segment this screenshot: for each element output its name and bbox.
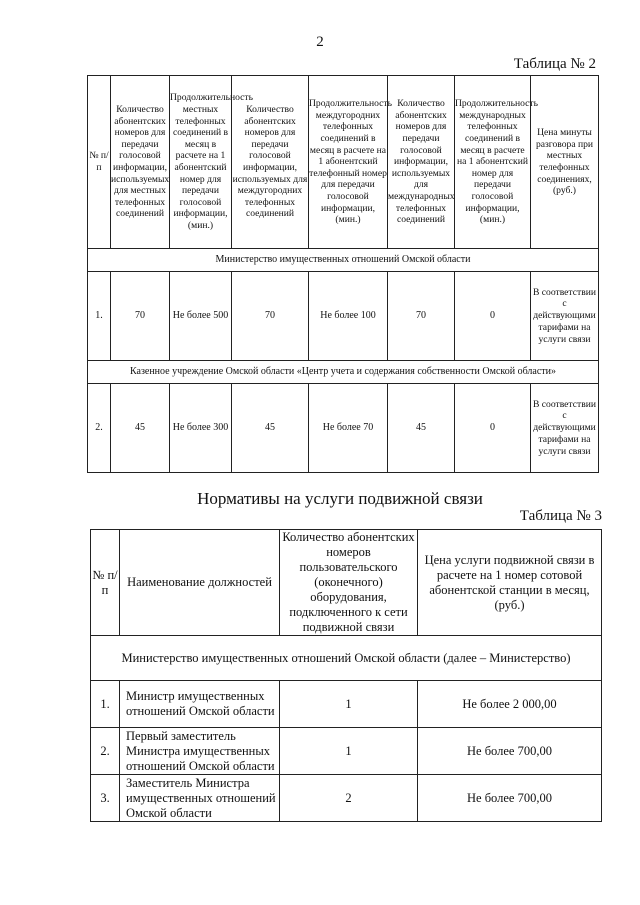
t2-section-title: Министерство имущественных отношений Омской области — [88, 249, 599, 272]
t3-header-position: Наименование должностей — [120, 530, 280, 636]
t3-cell-position: Заместитель Министра имущественных отношений Омской области — [120, 775, 280, 822]
t3-cell-position: Первый заместитель Министра имущественных отношений Омской области — [120, 728, 280, 775]
table3 — [90, 529, 602, 822]
t2-cell: 2. — [88, 384, 111, 473]
t3-header-num: № п/п — [91, 530, 120, 636]
t2-cell: Не более 70 — [309, 384, 388, 473]
t3-cell-price: Не более 700,00 — [418, 775, 602, 822]
t3-cell-num: 3. — [91, 775, 120, 822]
t3-header-count: Количество абонентских номеров пользовательского (оконечного) оборудования, подключенного к сети подвижной связи — [280, 530, 418, 636]
t2-header-price: Цена минуты разговора при местных телефонных соединениях, (руб.) — [531, 76, 599, 249]
table-row — [91, 775, 602, 822]
t3-section-title: Министерство имущественных отношений Омской области (далее – Министерство) — [91, 636, 602, 681]
t3-cell-num: 2. — [91, 728, 120, 775]
t2-section-title: Казенное учреждение Омской области «Центр учета и содержания собственности Омской области» — [88, 361, 599, 384]
t2-cell: 0 — [455, 384, 531, 473]
t3-cell-num: 1. — [91, 681, 120, 728]
t2-cell: Не более 500 — [170, 272, 232, 361]
table-row — [88, 384, 599, 473]
t3-header-price: Цена услуги подвижной связи в расчете на 1 номер сотовой абонентской станции в месяц, (руб.) — [418, 530, 602, 636]
t2-cell: 45 — [111, 384, 170, 473]
t3-cell-price: Не более 700,00 — [418, 728, 602, 775]
table3-section-row — [91, 636, 602, 681]
t2-header-num: № п/п — [88, 76, 111, 249]
t2-cell: 70 — [111, 272, 170, 361]
t2-header-intercity-duration: Продолжительность междугородних телефонных соединений в месяц в расчете на 1 абонентский телефонный номер для передачи голосовой информации, (мин.) — [309, 76, 388, 249]
t2-cell: 1. — [88, 272, 111, 361]
table2-section-row — [88, 361, 599, 384]
table-row — [88, 272, 599, 361]
t3-cell-count: 1 — [280, 681, 418, 728]
t2-cell: Не более 100 — [309, 272, 388, 361]
table3-caption: Таблица № 3 — [519, 508, 602, 524]
t2-cell-price: В соответствии с действующими тарифами на услуги связи — [531, 272, 599, 361]
table2-section-row — [88, 249, 599, 272]
t2-cell: Не более 300 — [170, 384, 232, 473]
t2-cell: 45 — [388, 384, 455, 473]
t2-cell: 45 — [232, 384, 309, 473]
table2 — [87, 75, 599, 473]
t2-header-local-duration: Продолжительность местных телефонных соединений в месяц в расчете на 1 абонентский номер для передачи голосовой информации, (мин.) — [170, 76, 232, 249]
t2-header-intl-count: Количество абонентских номеров для передачи голосовой информации, используемых для международных телефонных соединений — [388, 76, 455, 249]
t2-cell: 0 — [455, 272, 531, 361]
t2-cell: 70 — [232, 272, 309, 361]
t2-header-intl-duration: Продолжительность международных телефонных соединений в месяц в расчете на 1 абонентский номер для передачи голосовой информации, (мин.) — [455, 76, 531, 249]
t2-cell-price: В соответствии с действующими тарифами на услуги связи — [531, 384, 599, 473]
t3-cell-count: 2 — [280, 775, 418, 822]
table2-caption: Таблица № 2 — [513, 56, 596, 72]
t3-cell-count: 1 — [280, 728, 418, 775]
t2-cell: 70 — [388, 272, 455, 361]
t2-header-intercity-count: Количество абонентских номеров для передачи голосовой информации, используемых для междугородних телефонных соединений — [232, 76, 309, 249]
t3-cell-position: Министр имущественных отношений Омской области — [120, 681, 280, 728]
table-row — [91, 681, 602, 728]
table3-header-row — [91, 530, 602, 636]
table-row — [91, 728, 602, 775]
page-number: 2 — [316, 34, 324, 50]
table2-header-row — [88, 76, 599, 249]
t2-header-local-count: Количество абонентских номеров для передачи голосовой информации, используемых для местных телефонных соединений — [111, 76, 170, 249]
table3-title: Нормативы на услуги подвижной связи — [197, 489, 483, 508]
t3-cell-price: Не более 2 000,00 — [418, 681, 602, 728]
